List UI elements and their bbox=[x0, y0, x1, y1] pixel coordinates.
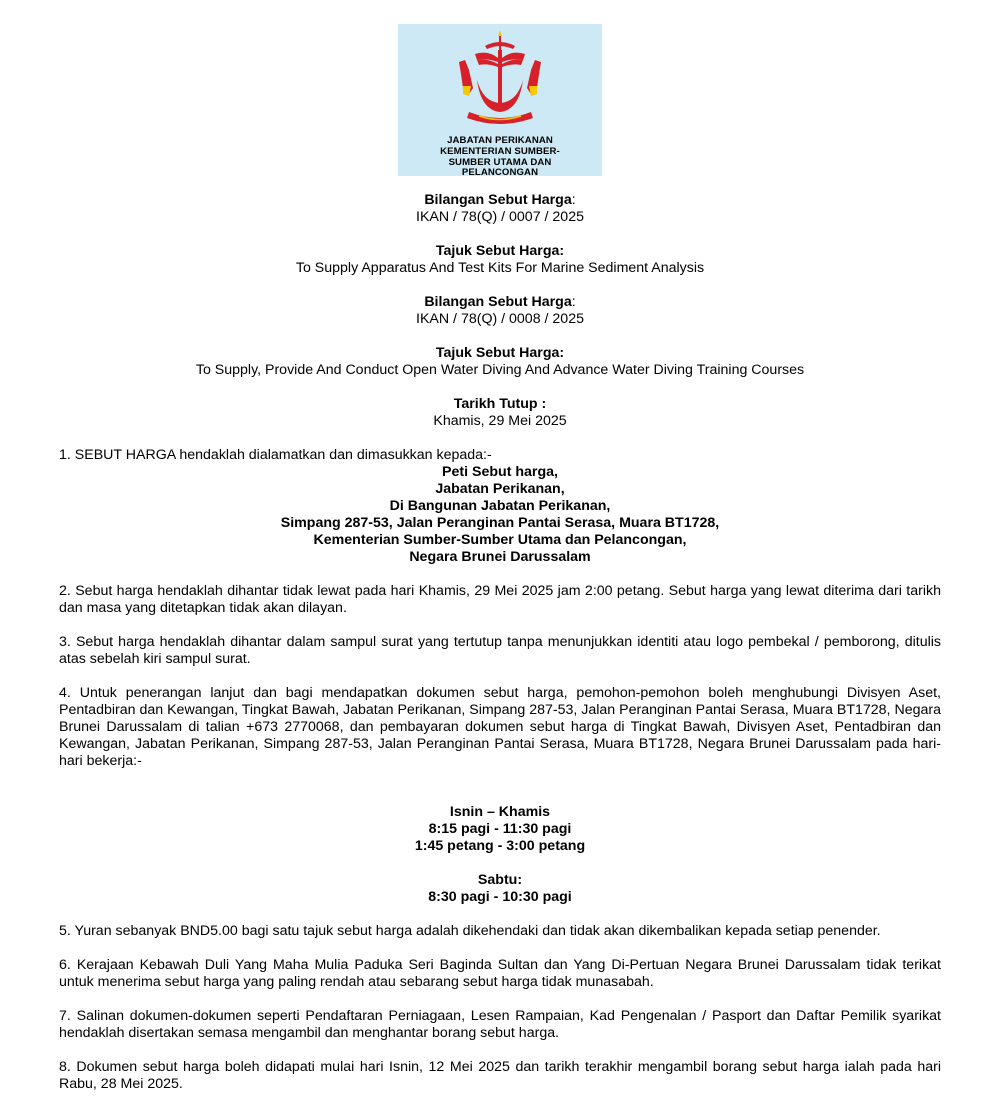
weekday-hours bbox=[59, 804, 941, 855]
address-line: Kementerian Sumber-Sumber Utama dan Pelancongan, bbox=[313, 532, 687, 548]
address-line: Di Bangunan Jabatan Perikanan, bbox=[389, 498, 611, 514]
quotation-title-label: Tajuk Sebut Harga: bbox=[435, 243, 565, 259]
quotation-number-label: Bilangan Sebut Harga bbox=[424, 294, 572, 310]
closing-date-block bbox=[59, 396, 941, 430]
quotation-title-label: Tajuk Sebut Harga: bbox=[435, 345, 565, 361]
address-line: Simpang 287-53, Jalan Peranginan Pantai Serasa, Muara BT1728, bbox=[280, 515, 720, 531]
paragraph-5: 5. Yuran sebanyak BND5.00 bagi satu tajuk sebut harga adalah dikehendaki dan tidak akan dikembalikan kepada setiap penender. bbox=[59, 923, 881, 939]
quotation-title-block bbox=[59, 345, 941, 379]
paragraph-2: 2. Sebut harga hendaklah dihantar tidak lewat pada hari Khamis, 29 Mei 2025 jam 2:00 petang. Sebut harga yang lewat diterima dari tarikh dan masa yang ditetapkan tidak akan dilayan. bbox=[59, 583, 941, 616]
hours-line: 1:45 petang - 3:00 petang bbox=[414, 838, 586, 854]
hours-line: 8:30 pagi - 10:30 pagi bbox=[428, 889, 572, 905]
paragraph-4: 4. Untuk penerangan lanjut dan bagi mendapatkan dokumen sebut harga, pemohon-pemohon boleh menghubungi Divisyen Aset, Pentadbiran dan Kewangan, Tingkat Bawah, Jabatan Perikanan, Simpang 287-53, Jalan Peranginan Pantai Serasa, Muara BT1728, Negara Brunei Darussalam di talian +673 2770068, dan pembayaran dokumen sebut harga di Tingkat Bawah, Divisyen Aset, Pentadbiran dan Kewangan, Jabatan Perikanan, Simpang 287-53, Jalan Peranginan Pantai Serasa, Muara BT1728, Negara Brunei Darussalam pada hari-hari bekerja:- bbox=[59, 685, 941, 769]
address-line: Negara Brunei Darussalam bbox=[409, 549, 591, 565]
hours-line: Sabtu: bbox=[477, 872, 523, 888]
quotation-number-label: Bilangan Sebut Harga bbox=[424, 192, 572, 208]
paragraph-7: 7. Salinan dokumen-dokumen seperti Pendaftaran Perniagaan, Lesen Rampaian, Kad Pengenalan / Pasport dan Daftar Pemilik syarikat hendaklah disertakan semasa mengambil dan menghantar borang sebut harga. bbox=[59, 1008, 941, 1041]
address-line: Jabatan Perikanan, bbox=[435, 481, 565, 497]
quotation-title-value: To Supply, Provide And Conduct Open Water Diving And Advance Water Diving Training Courses bbox=[195, 362, 805, 378]
paragraph-6: 6. Kerajaan Kebawah Duli Yang Maha Mulia Paduka Seri Baginda Sultan dan Yang Di-Pertuan Negara Brunei Darussalam tidak terikat untuk menerima sebut harga yang paling rendah atau sebarang sebut harga tidak munasabah. bbox=[59, 957, 941, 990]
logo-text-line: SUMBER UTAMA DAN bbox=[448, 156, 552, 168]
brunei-crest-icon bbox=[453, 28, 547, 130]
department-logo bbox=[398, 24, 602, 179]
quotation-title-block bbox=[59, 243, 941, 277]
quotation-number-block bbox=[59, 294, 941, 328]
paragraph-3: 3. Sebut harga hendaklah dihantar dalam sampul surat yang tertutup tanpa menunjukkan identiti atau logo pembekal / pemborong, ditulis atas sebelah kiri sampul surat. bbox=[59, 634, 941, 667]
tender-notice bbox=[59, 192, 941, 1110]
logo-text-line: PELANCONGAN bbox=[461, 167, 539, 179]
logo-text bbox=[398, 136, 602, 179]
paragraph-8: 8. Dokumen sebut harga boleh didapati mulai hari Isnin, 12 Mei 2025 dan tarikh terakhir mengambil borang sebut harga ialah pada hari Rabu, 28 Mei 2025. bbox=[59, 1059, 941, 1092]
quotation-number-value: IKAN / 78(Q) / 0007 / 2025 bbox=[416, 209, 584, 225]
saturday-hours bbox=[59, 872, 941, 906]
quotation-title-value: To Supply Apparatus And Test Kits For Marine Sediment Analysis bbox=[295, 260, 705, 276]
quotation-number-value: IKAN / 78(Q) / 0008 / 2025 bbox=[416, 311, 584, 327]
closing-date-label: Tarikh Tutup : bbox=[453, 396, 547, 412]
closing-date-value: Khamis, 29 Mei 2025 bbox=[433, 413, 567, 429]
paragraph-1: 1. SEBUT HARGA hendaklah dialamatkan dan dimasukkan kepada:- bbox=[59, 447, 492, 463]
submission-address bbox=[59, 464, 941, 566]
label-colon: : bbox=[571, 192, 576, 208]
label-colon: : bbox=[571, 294, 576, 310]
logo-text-line: JABATAN PERIKANAN bbox=[447, 135, 553, 146]
hours-line: Isnin – Khamis bbox=[449, 804, 551, 820]
hours-line: 8:15 pagi - 11:30 pagi bbox=[428, 821, 572, 837]
quotation-number-block bbox=[59, 192, 941, 226]
address-line: Peti Sebut harga, bbox=[442, 464, 558, 480]
logo-text-line: KEMENTERIAN SUMBER- bbox=[440, 145, 560, 157]
